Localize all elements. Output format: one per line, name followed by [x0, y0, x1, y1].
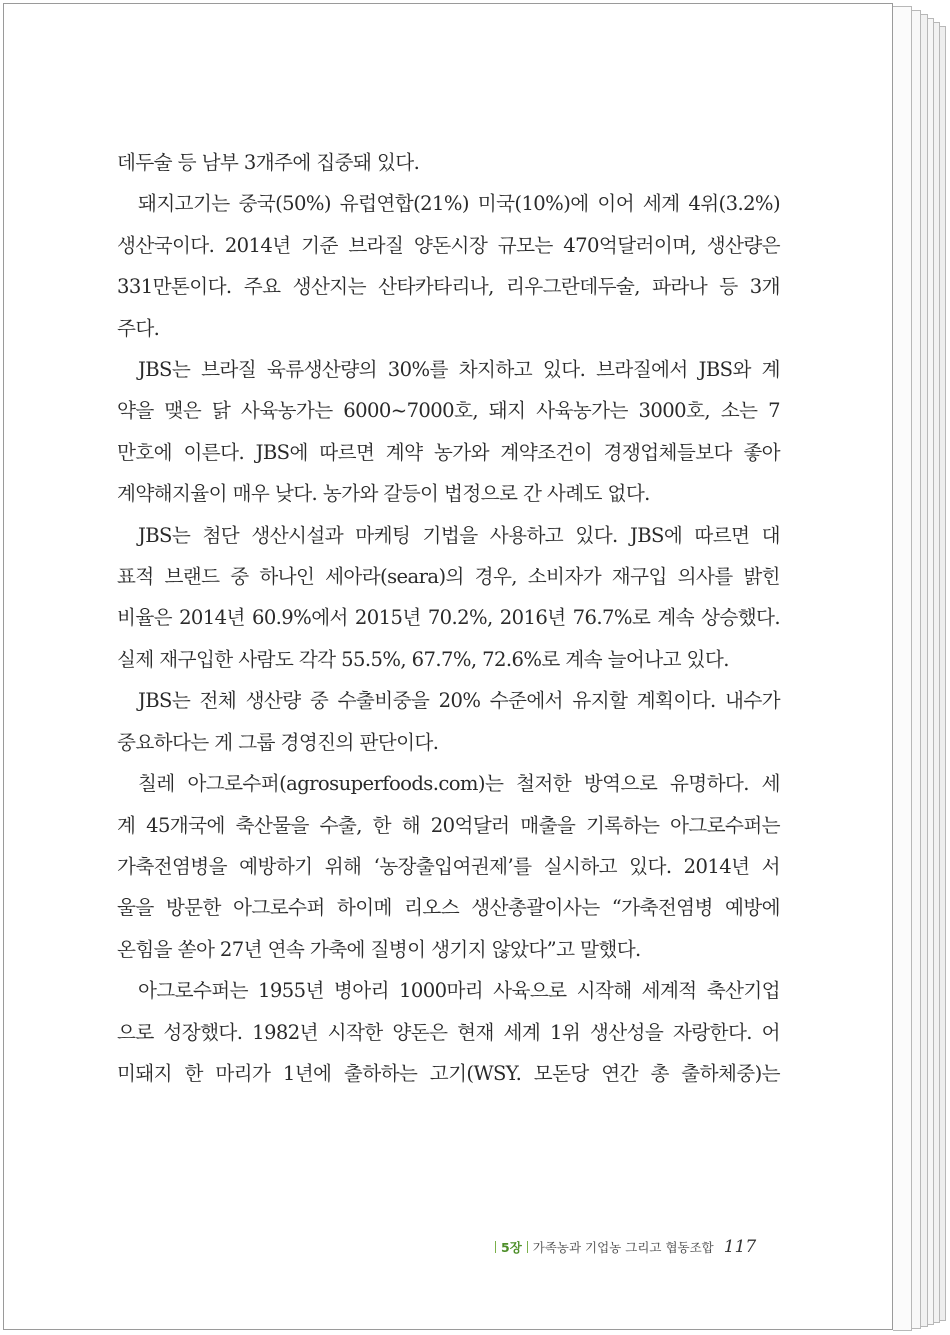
text-line: 생산국이다. 2014년 기준 브라질 양돈시장 규모는 470억달러이며, 생산량은	[117, 233, 780, 257]
text-line: 칠레 아그로수퍼(agrosuperfoods.com)는 철저한 방역으로 유명하다. 세	[138, 772, 780, 796]
text-line: 돼지고기는 중국(50%) 유럽연합(21%) 미국(10%)에 이어 세계 4위(3.2%)	[138, 192, 780, 216]
body-text	[117, 142, 780, 1094]
text-line: 온힘을 쏟아 27년 연속 가축에 질병이 생기지 않았다”고 말했다.	[117, 937, 641, 961]
text-line: 주다.	[117, 316, 160, 340]
text-line: JBS는 브라질 육류생산량의 30%를 차지하고 있다. 브라질에서 JBS와 계	[138, 358, 780, 382]
text-line: 비율은 2014년 60.9%에서 2015년 70.2%, 2016년 76.7%로 계속 상승했다.	[117, 606, 780, 630]
text-line: 데두술 등 남부 3개주에 집중돼 있다.	[117, 151, 420, 174]
text-line: 가축전염병을 예방하기 위해 ‘농장출입여권제’를 실시하고 있다. 2014년 서	[117, 854, 780, 878]
chapter-label: 5장	[501, 1240, 522, 1255]
text-line: 약을 맺은 닭 사육농가는 6000~7000호, 돼지 사육농가는 3000호, 소는 7	[117, 399, 780, 423]
text-line: 중요하다는 게 그룹 경영진의 판단이다.	[117, 730, 439, 754]
text-line: 미돼지 한 마리가 1년에 출하하는 고기(WSY. 모돈당 연간 총 출하체중)는	[117, 1061, 780, 1085]
chapter-title: 가족농과 기업농 그리고 협동조합	[532, 1240, 714, 1255]
text-line: 울을 방문한 아그로수퍼 하이메 리오스 생산총괄이사는 “가축전염병 예방에	[117, 896, 780, 920]
book-page	[3, 3, 893, 1330]
text-line: 계 45개국에 축산물을 수출, 한 해 20억달러 매출을 기록하는 아그로수퍼는	[117, 813, 780, 837]
text-line: 아그로수퍼는 1955년 병아리 1000마리 사육으로 시작해 세계적 축산기업	[138, 979, 780, 1003]
text-line: 계약해지율이 매우 낮다. 농가와 갈등이 법정으로 간 사례도 없다.	[117, 482, 650, 506]
footer-divider	[495, 1241, 496, 1253]
text-line: 표적 브랜드 중 하나인 세아라(seara)의 경우, 소비자가 재구입 의사를 밝힌	[117, 565, 780, 589]
text-line: 실제 재구입한 사람도 각각 55.5%, 67.7%, 72.6%로 계속 늘어나고 있다.	[117, 647, 729, 671]
footer-divider	[527, 1241, 528, 1253]
text-line: JBS는 전체 생산량 중 수출비중을 20% 수준에서 유지할 계획이다. 내수가	[138, 689, 780, 713]
running-footer	[490, 1234, 756, 1260]
page-number: 117	[723, 1237, 757, 1257]
text-line: 만호에 이른다. JBS에 따르면 계약 농가와 계약조건이 경쟁업체들보다 좋아	[117, 440, 780, 464]
page-edge	[893, 6, 912, 1331]
text-line: 331만톤이다. 주요 생산지는 산타카타리나, 리우그란데두술, 파라나 등 3개	[117, 275, 780, 299]
text-line: JBS는 첨단 생산시설과 마케팅 기법을 사용하고 있다. JBS에 따르면 대	[138, 523, 780, 547]
text-line: 으로 성장했다. 1982년 시작한 양돈은 현재 세계 1위 생산성을 자랑한다. 어	[117, 1020, 780, 1044]
